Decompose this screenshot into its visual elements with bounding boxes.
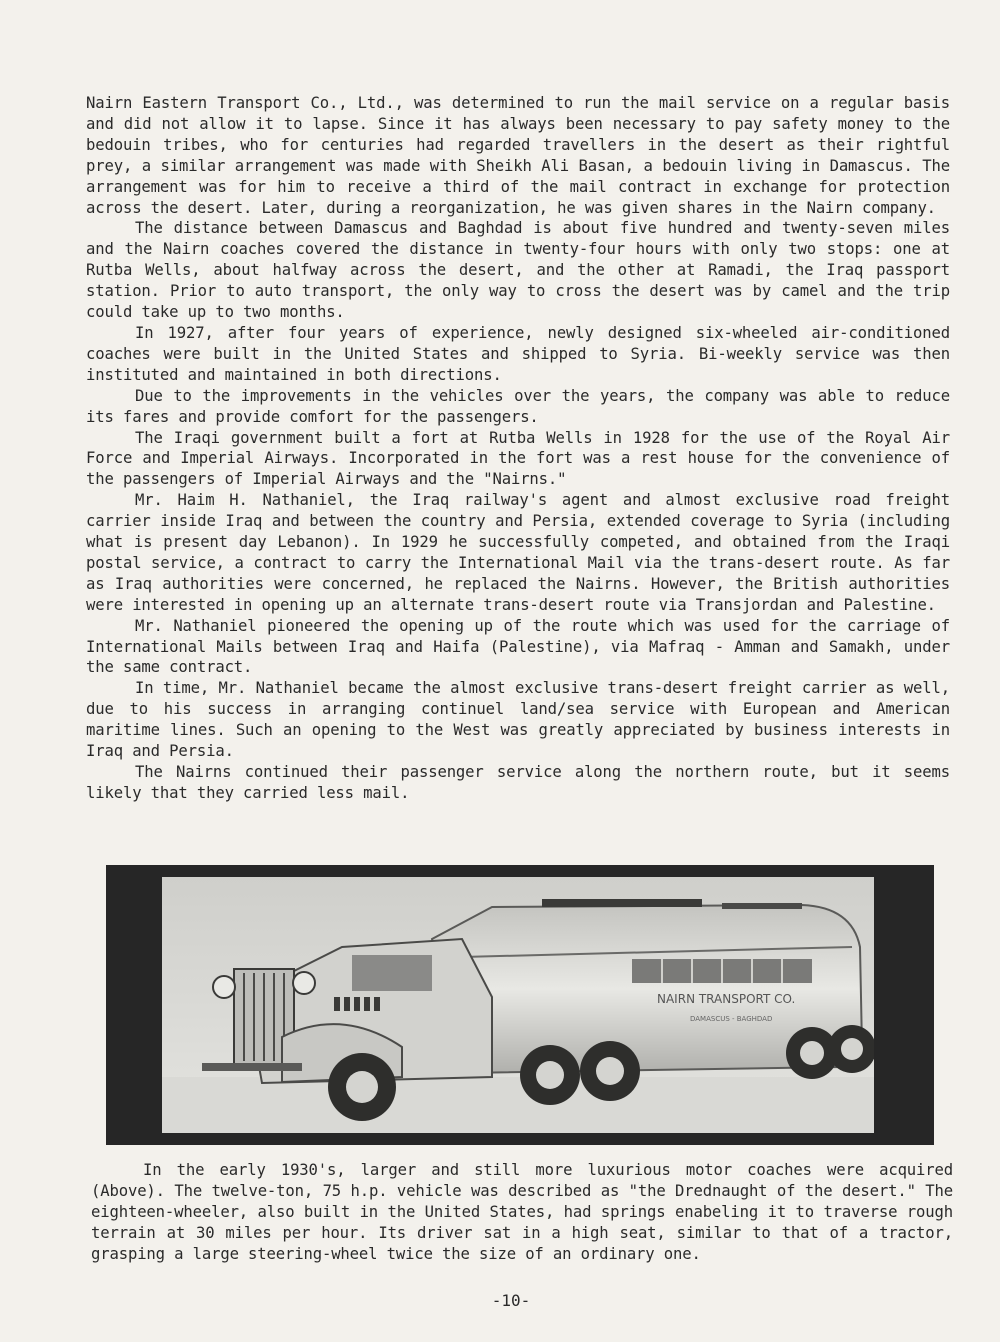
paragraph-7: Mr. Nathaniel pioneered the opening up of the route which was used for the carriage of International Mails between Iraq and Haifa (Palestine), via Mafraq - Amman and Samakh, under the same contract. (86, 616, 950, 677)
page-number: -10- (491, 1291, 531, 1310)
paragraph-8: In time, Mr. Nathaniel became the almost exclusive trans-desert freight carrier as well, due to his success in arranging continuel land/sea service with European and American maritime lines. Such an opening to the West was greatly appreciated by business interests in Iraq and Persia. (86, 679, 950, 761)
coach-photo (162, 877, 874, 1133)
photo-frame (106, 865, 934, 1145)
vehicle-lettering: NAIRN TRANSPORT CO. (657, 992, 796, 1006)
paragraph-2: The distance between Damascus and Baghdad is about five hundred and twenty-seven miles and the Nairn coaches covered the distance in twenty-four hours with only two stops: one at Rutba Wells, about halfway across the desert, and the other at Ramadi, the Iraq passport station. Prior to auto transport, the only way to cross the desert was by camel and the trip could take up to two months. (86, 219, 950, 322)
roof-rack (542, 899, 702, 907)
body-text (86, 93, 950, 804)
paragraph-9: The Nairns continued their passenger service along the northern route, but it seems likely that they carried less mail. (86, 763, 950, 802)
paragraph-4: Due to the improvements in the vehicles over the years, the company was able to reduce its fares and provide comfort for the passengers. (86, 386, 950, 426)
vehicle-sublettering: DAMASCUS - BAGHDAD (690, 1015, 773, 1023)
front-hub (346, 1071, 378, 1103)
drive-hub-1 (536, 1061, 564, 1089)
caption-text: In the early 1930's, larger and still more luxurious motor coaches were acquired (Above). The twelve-ton, 75 h.p. vehicle was described as "the Drednaught of the desert." The eighteen-wheeler, also built in the United States, had springs enabeling it to traverse rough terrain at 30 miles per hour. Its driver sat in a high seat, similar to that of a tractor, grasping a large steering-wheel twice the size of an ordinary one. (91, 1161, 953, 1263)
headlamp-left (213, 976, 235, 998)
cab-window (352, 955, 432, 991)
paragraph-1: Nairn Eastern Transport Co., Ltd., was determined to run the mail service on a regular basis and did not allow it to lapse. Since it has always been necessary to pay safety money to the bedouin tribes, who for centuries had regarded travellers in the desert as their rightful prey, a similar arrangement was made with Sheikh Ali Basan, a bedouin living in Damascus. The arrangement was for him to receive a third of the mail contract in exchange for protection across the desert. Later, during a reorganization, he was given shares in the Nairn company. (86, 94, 950, 217)
trailer-hub-1 (800, 1041, 824, 1065)
coach-illustration (162, 877, 874, 1133)
paragraph-3: In 1927, after four years of experience, newly designed six-wheeled air-conditioned coaches were built in the United States and shipped to Syria. Bi-weekly service was then instituted and maintained in both directions. (86, 323, 950, 384)
drive-hub-2 (596, 1057, 624, 1085)
paragraph-5: The Iraqi government built a fort at Rutba Wells in 1928 for the use of the Royal Air Force and Imperial Airways. Incorporated in the fort was a rest house for the convenience of the passengers of Imperial Airways and the "Nairns." (86, 428, 950, 489)
paragraph-6: Mr. Haim H. Nathaniel, the Iraq railway's agent and almost exclusive road freight carrier inside Iraq and between the country and Persia, extended coverage to Syria (including what is present day Lebanon). In 1929 he successfully competed, and obtained from the Iraqi postal service, a contract to carry the International Mail via the trans-desert route. As far as Iraq authorities were concerned, he replaced the Nairns. However, the British authorities were interested in opening up an alternate trans-desert route via Transjordan and Palestine. (86, 491, 950, 614)
ground (162, 1077, 874, 1133)
headlamp-right (293, 972, 315, 994)
trailer-hub-2 (841, 1038, 863, 1060)
roof-rack-rear (722, 903, 802, 909)
bumper (202, 1063, 302, 1071)
photo-caption (91, 1160, 953, 1265)
